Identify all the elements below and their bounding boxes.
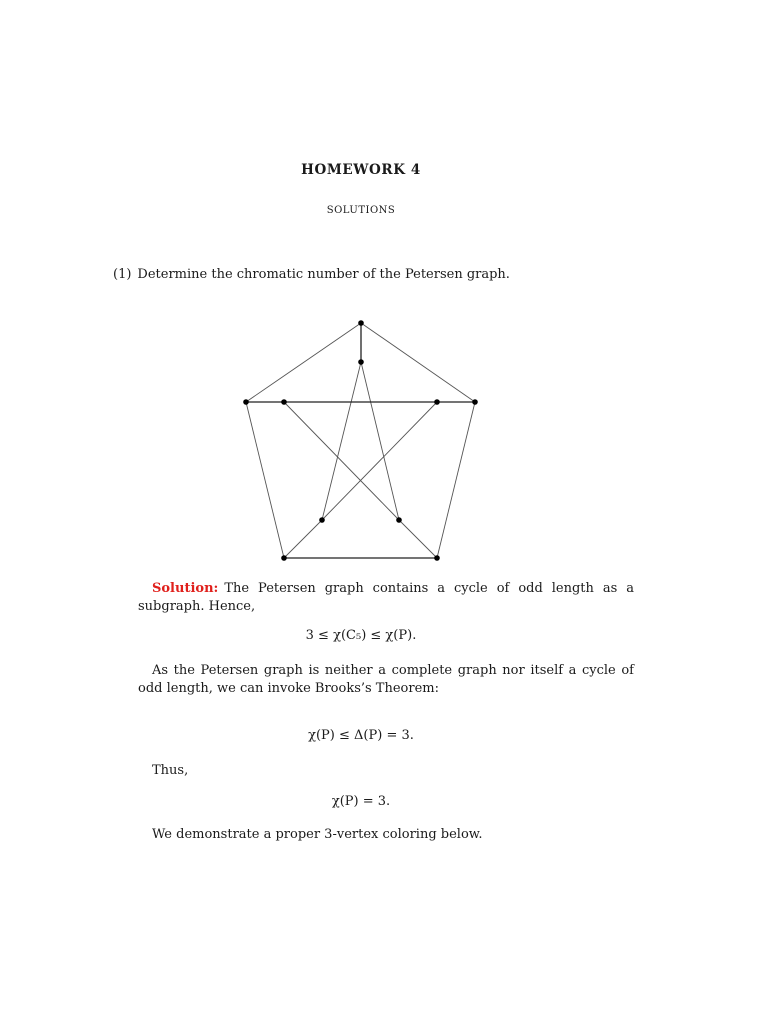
graph-vertex: [358, 320, 364, 326]
thus-text: Thus,: [152, 763, 189, 778]
graph-vertex: [319, 517, 325, 523]
problem-statement: [113, 267, 510, 282]
graph-edge: [399, 520, 437, 558]
graph-vertex: [396, 517, 402, 523]
graph-edge: [246, 402, 284, 558]
graph-edge: [437, 402, 475, 558]
graph-edge: [361, 362, 399, 520]
equation-brooks: χ(P) ≤ Δ(P) = 3.: [308, 728, 414, 743]
page-title: HOMEWORK 4: [301, 162, 421, 178]
solution-line1: The Petersen graph contains a cycle of odd length as a subgraph. Hence,: [138, 581, 634, 614]
petersen-graph-figure: [230, 310, 500, 570]
brooks-paragraph: As the Petersen graph is neither a complete graph nor itself a cycle of odd length, we can invoke Brooks’s Theorem:: [138, 663, 634, 696]
graph-vertex: [358, 359, 364, 365]
graph-edge: [322, 402, 437, 520]
graph-edge: [284, 402, 399, 520]
graph-edge: [284, 520, 322, 558]
closing-text: We demonstrate a proper 3-vertex coloring below.: [152, 827, 483, 842]
graph-vertex: [434, 555, 440, 561]
graph-vertex: [434, 399, 440, 405]
graph-vertex: [281, 555, 287, 561]
graph-vertex: [281, 399, 287, 405]
equation-chromatic-bound: 3 ≤ χ(C₅) ≤ χ(P).: [305, 628, 417, 643]
solution-paragraph: [138, 580, 634, 616]
page-subtitle: SOLUTIONS: [326, 205, 396, 216]
problem-text: Determine the chromatic number of the Petersen graph.: [137, 267, 510, 282]
equation-result: χ(P) = 3.: [331, 794, 391, 809]
graph-edge: [322, 362, 361, 520]
graph-vertex: [243, 399, 249, 405]
solution-label: Solution:: [152, 581, 219, 596]
problem-number: (1): [113, 267, 132, 282]
graph-edge: [246, 323, 361, 402]
graph-edge: [361, 323, 475, 402]
graph-vertex: [472, 399, 478, 405]
